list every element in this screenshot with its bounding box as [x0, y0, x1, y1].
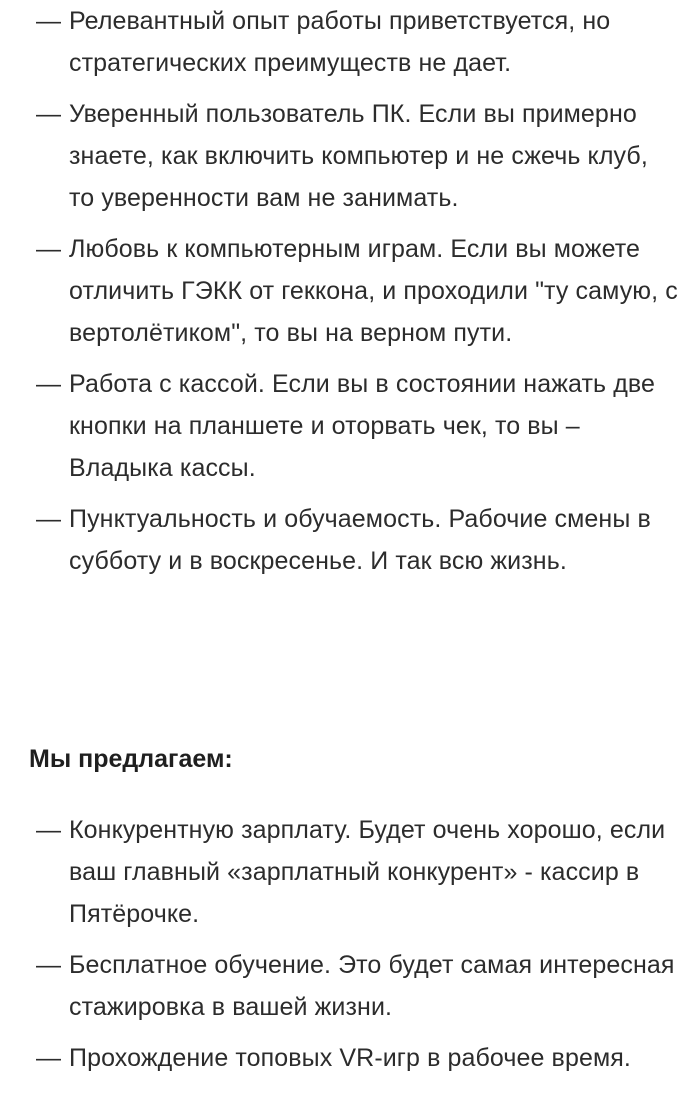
dash-marker: —: [36, 370, 62, 398]
list-item-text: Релевантный опыт работы приветствуется, но стратегических преимуществ не дает.: [69, 7, 611, 77]
list-item: [0, 93, 700, 219]
list-item: [0, 1037, 700, 1079]
offer-list: [0, 809, 700, 1079]
list-item: [0, 498, 700, 582]
dash-marker: —: [36, 7, 62, 35]
list-item-text: Конкурентную зарплату. Будет очень хорошо, если ваш главный «зарплатный конкурент» - кассир в Пятёрочке.: [69, 816, 666, 928]
list-item: [0, 363, 700, 489]
list-item-text: Работа с кассой. Если вы в состоянии нажать две кнопки на планшете и оторвать чек, то вы – Владыка кассы.: [69, 370, 656, 482]
list-item: [0, 228, 700, 354]
list-item-text: Любовь к компьютерным играм. Если вы можете отличить ГЭКК от геккона, и проходили "ту самую, с вертолётиком", то вы на верном пути.: [69, 235, 678, 347]
dash-marker: —: [36, 100, 62, 128]
list-item: [0, 809, 700, 935]
dash-marker: —: [36, 1044, 62, 1072]
list-item-text: Бесплатное обучение. Это будет самая интересная стажировка в вашей жизни.: [69, 951, 675, 1021]
dash-marker: —: [36, 235, 62, 263]
dash-marker: —: [36, 816, 62, 844]
dash-marker: —: [36, 951, 62, 979]
list-item: [0, 944, 700, 1028]
list-item-text: Уверенный пользователь ПК. Если вы примерно знаете, как включить компьютер и не сжечь клуб, то уверенности вам не занимать.: [69, 100, 648, 212]
list-item: [0, 0, 700, 84]
section-heading: Мы предлагаем:: [29, 745, 233, 773]
dash-marker: —: [36, 505, 62, 533]
list-item-text: Прохождение топовых VR-игр в рабочее время.: [69, 1044, 631, 1072]
list-item-text: Пунктуальность и обучаемость. Рабочие смены в субботу и в воскресенье. И так всю жизнь.: [69, 505, 651, 575]
